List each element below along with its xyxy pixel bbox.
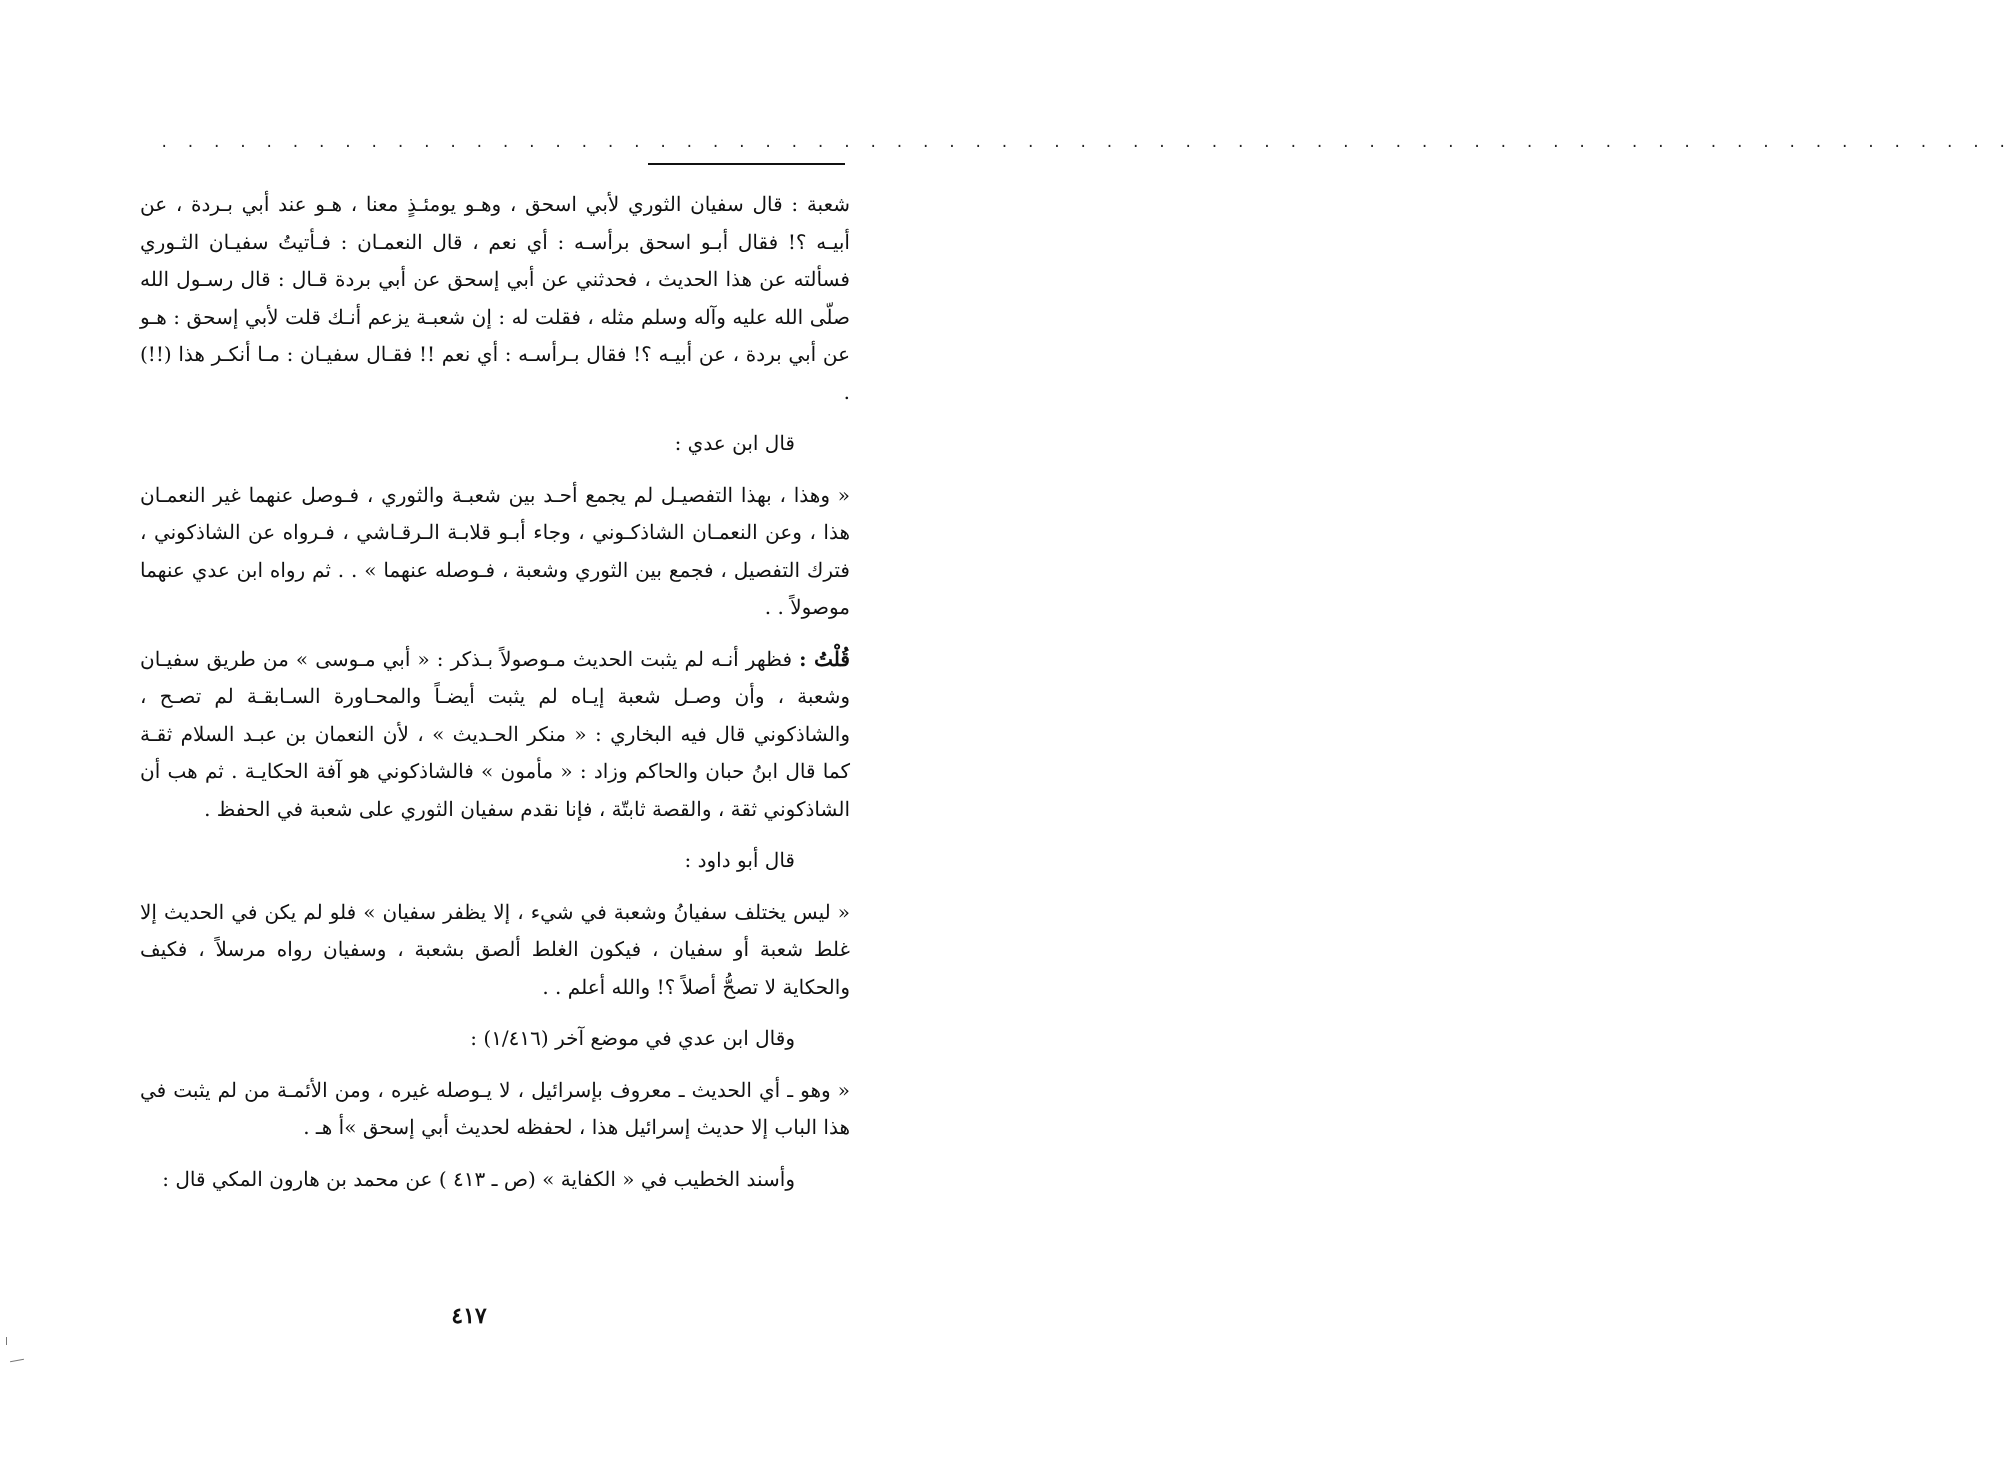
paragraph-shuba-quote: شعبة : قال سفيان الثوري لأبي اسحق ، وهـو يومئـذٍ معنا ، هـو عند أبي بـردة ، عن أبيـه ؟! فقال أبـو اسحق برأسـه : أي نعم ، قال النعمـان : فـأتيتُ سفيـان الثـوري فسألته عن هذا الحديث ، فحدثني عن أبي إسحق عن أبي بردة قـال : قال رسـول الله صلّى الله عليه وآله وسلم مثله ، فقلت له : إن شعبـة يزعم أنـك قلت لأبي إسحق : هـو عن أبي بردة ، عن أبيـه ؟! فقال بـرأسـه : أي نعم !! فقـال سفيـان : مـا أنكـر هذا (!!) . [140,192,850,404]
heading-ibn-adi-other: وقال ابن عدي في موضع آخر (١/٤١٦) : [470,1026,795,1050]
margin-scan-mark [10,1359,24,1362]
paragraph-abu-dawud-quote: « ليس يختلف سفيانُ وشعبة في شيء ، إلا يظفر سفيان » فلو لم يكن في الحديث إلا غلط شعبة أو سفيان ، فيكون الغلط ألصق بشعبة ، وسفيان رواه مرسلاً ، فكيف والحكاية لا تصحُّ أصلاً ؟! والله أعلم . . [140,899,850,999]
footnote-separator-dots: . . . . . . . . . . . . . . . . . . . . . . . . . . . . . . . . . . . . . . . . . . . . . . . . . . . . . . . . . . . . . . . . . . . . . . . [160,135,2011,151]
page-body [140,186,850,1198]
paragraph-ibn-adi-quote: « وهذا ، بهذا التفصيـل لم يجمع أحـد بين شعبـة والثوري ، فـوصل عنهما غير النعمـان هذا ، وعن النعمـان الشاذكـوني ، وجاء أبـو قلابـة الـرقـاشي ، فـرواه عن الشاذكوني ، فترك التفصيل ، فجمع بين الثوري وشعبة ، فـوصله عنهما » . . ثم رواه ابن عدي عنهما موصولاً . . [140,482,850,619]
margin-scan-mark [6,1337,7,1345]
paragraph-israil-quote: « وهو ـ أي الحديث ـ معروف بإسرائيل ، لا يـوصله غيره ، ومن الأئمـة من لم يثبت في هذا الباب إلا حديث إسرائيل هذا ، لحفظه لحديث أبي إسحق »أ هـ . [140,1077,850,1139]
footnote-rule [648,163,845,165]
paragraph-khatib: وأسند الخطيب في « الكفاية » (ص ـ ٤١٣ ) عن محمد بن هارون المكي قال : [162,1166,795,1191]
page-number: ٤١٧ [451,1303,487,1329]
paragraph-qultu [140,641,850,829]
heading-abu-dawud: قال أبو داود : [684,848,795,872]
qultu-text: فظهر أنـه لم يثبت الحديث مـوصولاً بـذكر : « أبي مـوسى » من طريق سفيـان وشعبة ، وأن وصـل شعبة إيـاه لم يثبت أيضـاً والمحـاورة السـابقـة لم تصـح ، والشاذكوني قال فيه البخاري : « منكر الحـديث » ، لأن النعمان بن عبـد السلام ثقـة كما قال ابنُ حبان والحاكم وزاد : « مأمون » فالشاذكوني هو آفة الحكايـة . ثم هب أن الشاذكوني ثقة ، والقصة ثابتّة ، فإنا نقدم سفيان الثوري على شعبة في الحفظ . [140,646,850,821]
heading-ibn-adi: قال ابن عدي : [674,431,795,455]
qultu-lead: قُلْتُ : [799,646,850,671]
